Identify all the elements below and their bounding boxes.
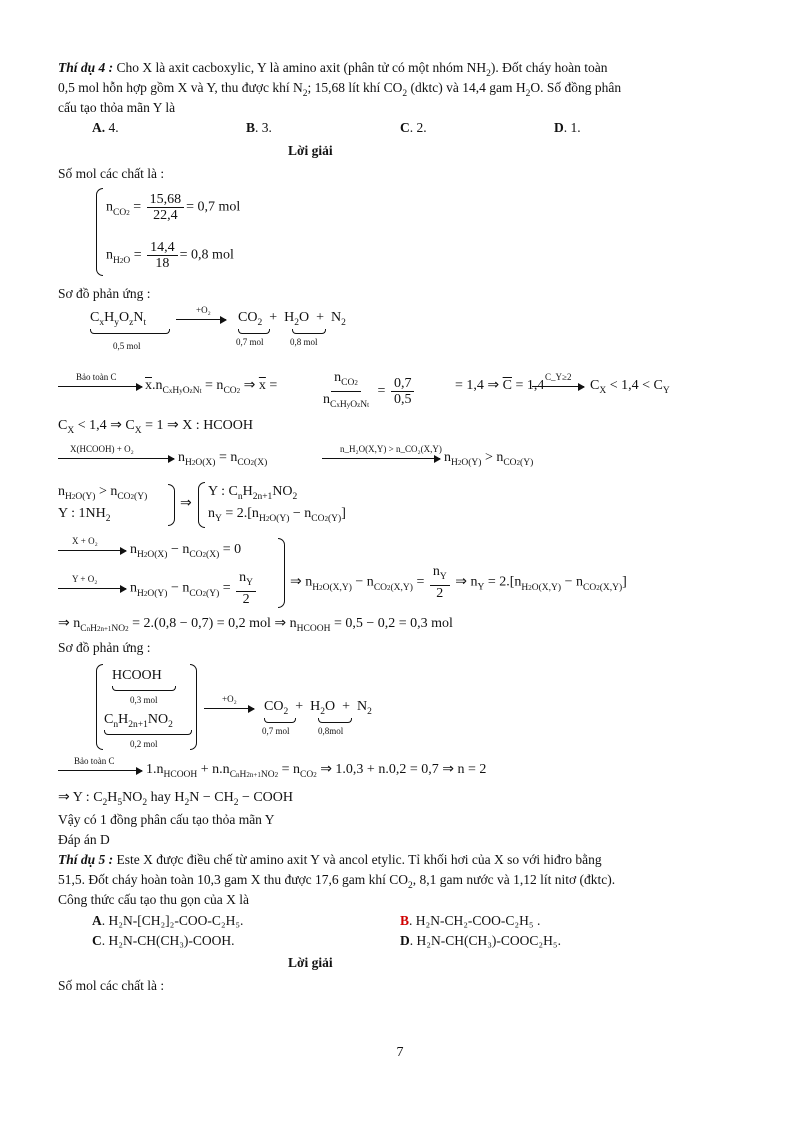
- cxhyozn-formula: $C_xH_yO_zN_t$: [90, 310, 147, 328]
- nco2-equation: $n_{CO2}$ = $\frac{15,68}{22,4}$ = 0,7 mol: [106, 192, 241, 223]
- ex5-line3: Công thức cấu tạo thu gọn của X là: [58, 892, 250, 907]
- bt-c-eq-right: = 1,4 ⇒ C = 1,4: [455, 378, 545, 393]
- ex4-line2: 0,5 mol hỗn hợp gồm X và Y, thu được khí $N_2$; 15,68 lít khí $CO_2$ (dktc) và 14,4 gam $H_2O$. Số đồng phân: [58, 80, 622, 99]
- products-1: $CO_2 + H_2O + N_2$: [238, 310, 346, 328]
- y-1nh2: Y : $1NH_2$: [58, 506, 111, 524]
- ex5-option-a: A. H₂N-[CH₂]₂-COO-C₂H₅.: [92, 913, 244, 928]
- bt-c-eq-frac: $\frac{n_{CO2}}{n_{CxHyOzNt}}$ = $\frac{0,7}{0,5}$: [318, 370, 416, 413]
- ex5-line2: 51,5. Đốt cháy hoàn toàn 10,3 gam X thu được 17,6 gam khí $CO_2$, 8,1 gam nước và 1,12 lít nitơ (đktc).: [58, 872, 616, 891]
- ny-result: ⇒ $n_{CnH2n+1NO2} = 2.(0,8 - 0,7) = 0,2$ mol ⇒ $n_{HCOOH} = 0,5 - 0,2 = 0,3$ mol: [58, 616, 453, 634]
- ex5-line1: Thí dụ 5 : Este X được điều chế từ amino axit Y và ancol etylic. Tỉ khối hơi của X so với hiđro bằng: [58, 852, 602, 867]
- ex5-option-b: B. H₂N-CH₂-COO-C₂H₅ .: [400, 913, 541, 928]
- mol-system-brace: [96, 188, 103, 276]
- ex4-solution-heading: Lời giải: [288, 143, 333, 158]
- cx-conclusion: $C_X < 1,4$ ⇒ $C_X = 1$ ⇒ X : HCOOH: [58, 418, 253, 436]
- ex5-solution-heading: Lời giải: [288, 955, 333, 970]
- y-final-formula: ⇒ Y : $C_2H_5NO_2$ hay $H_2N - CH_2$ − COOH: [58, 790, 294, 808]
- ex4-title: Thí dụ 4 :: [58, 60, 114, 75]
- ex5-option-d: D. H₂N-CH(CH₃)-COOC₂H₅.: [400, 933, 561, 948]
- ex4-option-b: B. 3.: [246, 120, 272, 135]
- ex4-mol-intro: Số mol các chất là :: [58, 166, 165, 181]
- ex4-scheme-label: Sơ đồ phản ứng :: [58, 286, 151, 301]
- page-number: 7: [396, 1045, 404, 1060]
- ex4-conclusion: Vậy có 1 đồng phân cấu tạo thỏa mãn Y: [58, 812, 275, 827]
- ex4-option-c: C. 2.: [400, 120, 427, 135]
- ex4-line1: Thí dụ 4 : Cho X là axit cacboxylic, Y là amino axit (phân tử có một nhóm $NH_2$). Đốt cháy hoàn toàn: [58, 60, 608, 79]
- ex5-option-c: C. H₂N-CH(CH₃)-COOH.: [92, 933, 235, 948]
- ex4-option-a: A. 4.: [92, 120, 119, 135]
- reaction-arrow-1: [176, 319, 226, 320]
- ex5-mol-intro: Số mol các chất là :: [58, 978, 165, 993]
- document-page: Thí dụ 4 : Cho X là axit cacboxylic, Y là amino axit (phân tử có một nhóm $NH_2$). Đốt cháy hoàn toàn 0,5 mol hỗn hợp gồm X và Y, thu được khí $N_2$; 15,68 lít khí $CO_2$ (dktc) và 14,4 gam $H_2O$. Số đồng phân cấu tạo thỏa mãn Y là A. 4. B. 3. C. 2. D. 1. Lời giải Số mol các chất là : $n_{CO2}$ = $\frac{15,68}{22,4}$ = 0,7 mol $n_{H2O}$ = $\frac{14,4}{18}$ = 0,8 mol Sơ đồ phản ứng : $C_xH_yO_zN_t$ 0,5 mol +O₂ $CO_2 + H_2O + N_2$ 0,7 mol 0,8 mol Bảo toàn C $x.n_{CxHyOzNt} = n_{CO2}$ ⇒ x = $\frac{n_{CO2}}{n_{CxHyOzNt}}$ = $\frac{0,7}{0,5}$ = 1,4 ⇒ C = 1,4 C_Y≥2 $C_X < 1,4 < C_Y$ $C_X < 1,4$ ⇒ $C_X = 1$ ⇒ X : HCOOH X(HCOOH) + O₂ $n_{H2O(X)} = n_{CO2(X)}$ n_H₂O(X,Y) > n_CO₂(X,Y) $n_{H2O(Y)} > n_{CO2(Y)}$ $n_{H2O(Y)} > n_{CO2(Y)}$ Y : $1NH_2$ ⇒ Y : $C_nH_{2n+1}NO_2$ $n_Y = 2.[n_{H2O(Y)} - n_{CO2(Y)}]$ X + O₂ $n_{H2O(X)} - n_{CO2(X)} = 0$ Y + O₂ $n_{H2O(Y)} - n_{CO2(Y)}$ = $\frac{n_Y}{2}$ ⇒ $n_{H2O(X,Y)} - n_{CO2(X,Y)}$ = $\frac{n_Y}{2}$ ⇒ $n_Y = 2.[n_{H2O(X,Y)} - n_{CO2(X,Y)}]$ ⇒ $n_{CnH2n+1NO2} = 2.(0,8 - 0,7) = 0,2$ mol ⇒ $n_{HCOOH} = 0,5 - 0,2 = 0,3$ mol Sơ đồ phản ứng : HCOOH 0,3 mol $C_nH_{2n+1}NO_2$ 0,2 mol +O₂ $CO_2 + H_2O + N_2$ 0,7 mol 0,8mol Bảo toàn C $1.n_{HCOOH} + n.n_{CnH2n+1NO2} = n_{CO2}$ ⇒ 1.0,3 + n.0,2 = 0,7 ⇒ n = 2 ⇒ Y : $C_2H_5NO_2$ hay $H_2N - CH_2$ − COOH Vậy có 1 đồng phân cấu tạo thỏa mãn Y Đáp án D Thí dụ 5 : Este X được điều chế từ amino axit Y và ancol etylic. Tỉ khối hơi của X so với hiđro bằng 51,5. Đốt cháy hoàn toàn 10,3 gam X thu được 17,6 gam khí $CO_2$, 8,1 gam nước và 1,12 lít nitơ (đktc). Công thức cấu tạo thu gọn của X là A. H₂N-[CH₂]₂-COO-C₂H₅. B. H₂N-CH₂-COO-C₂H₅ . C. H₂N-CH(CH₃)-COOH. D. H₂N-CH(CH₃)-COOC₂H₅. Lời giải Số mol các chất là : 7: [0, 0, 800, 1131]
- ex4-line3: cấu tạo thỏa mãn Y là: [58, 100, 176, 115]
- ex4-answer: Đáp án D: [58, 832, 110, 847]
- mol-05-label: 0,5 mol: [113, 341, 141, 351]
- ex4-scheme-label-2: Sơ đồ phản ứng :: [58, 640, 151, 655]
- bt-c-eq-left: $x.n_{CxHyOzNt} = n_{CO2}$ ⇒ x =: [145, 378, 278, 396]
- ex5-title: Thí dụ 5 :: [58, 852, 114, 867]
- nh2o-equation: $n_{H2O}$ = $\frac{14,4}{18}$ = 0,8 mol: [106, 240, 234, 271]
- calc-n-line: $1.n_{HCOOH} + n.n_{CnH2n+1NO2} = n_{CO2}$ ⇒ 1.0,3 + n.0,2 = 0,7 ⇒ n = 2: [146, 762, 487, 780]
- ex4-option-d: D. 1.: [554, 120, 581, 135]
